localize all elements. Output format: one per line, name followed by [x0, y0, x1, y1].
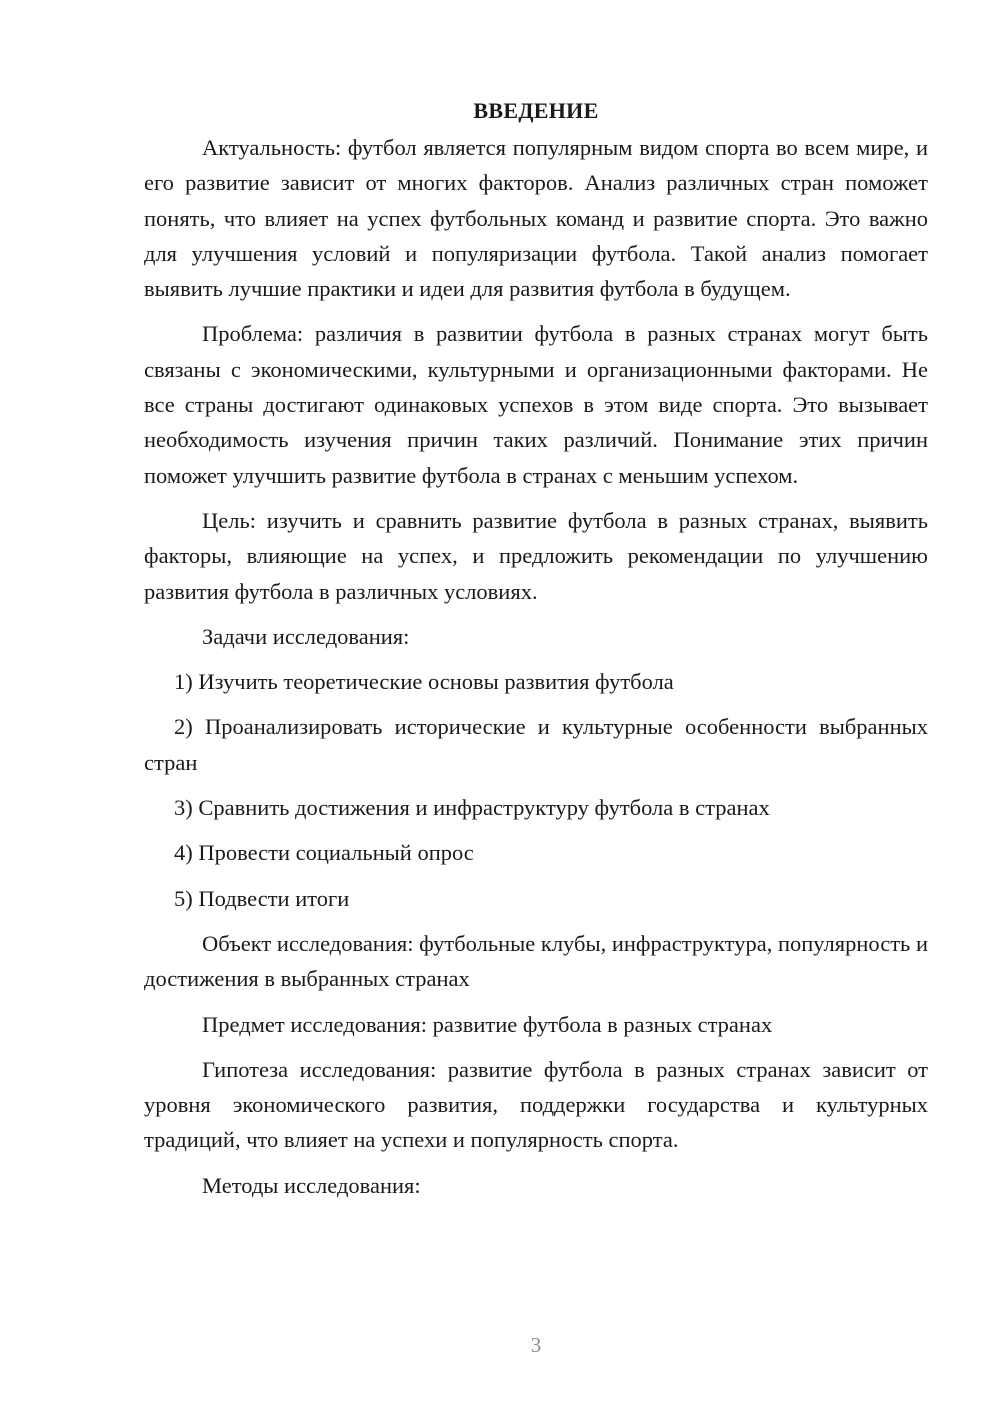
- task-item-3: 3) Сравнить достижения и инфраструктуру футбола в странах: [174, 795, 770, 821]
- paragraph-problem: Проблема: различия в развитии футбола в разных странах могут быть связаны с экономическими, культурными и организационными факторами. Не все страны достигают одинаковых успехов в этом виде спорта. Это вызывает необходимость изучения причин таких различий. Понимание этих причин поможет улучшить развитие футбола в странах с меньшим успехом.: [144, 321, 928, 488]
- paragraph-subject: Предмет исследования: развитие футбола в разных странах: [202, 1011, 773, 1037]
- paragraph-object: Объект исследования: футбольные клубы, инфраструктура, популярность и достижения в выбранных странах: [144, 930, 928, 992]
- section-title: ВВЕДЕНИЕ: [473, 98, 599, 123]
- task-item-5: 5) Подвести итоги: [174, 885, 350, 911]
- page-number: 3: [530, 1333, 542, 1357]
- paragraph-relevance: Актуальность: футбол является популярным видом спорта во всем мире, и его развитие зависит от многих факторов. Анализ различных стран поможет понять, что влияет на успех футбольных команд и развитие спорта. Это важно для улучшения условий и популяризации футбола. Такой анализ помогает выявить лучшие практики и идеи для развития футбола в будущем.: [144, 135, 928, 302]
- paragraph-methods: Методы исследования:: [202, 1172, 421, 1198]
- paragraph-tasks-heading: Задачи исследования:: [202, 623, 410, 649]
- task-item-1: 1) Изучить теоретические основы развития футбола: [174, 669, 674, 695]
- task-item-4: 4) Провести социальный опрос: [174, 840, 474, 866]
- paragraph-goal: Цель: изучить и сравнить развитие футбола в разных странах, выявить факторы, влияющие на успех, и предложить рекомендации по улучшению развития футбола в различных условиях.: [144, 507, 928, 604]
- paragraph-hypothesis: Гипотеза исследования: развитие футбола в разных странах зависит от уровня экономического развития, поддержки государства и культурных традиций, что влияет на успехи и популярность спорта.: [144, 1056, 928, 1153]
- task-item-2: 2) Проанализировать исторические и культурные особенности выбранных стран: [144, 714, 928, 775]
- document-page: [144, 92, 928, 1203]
